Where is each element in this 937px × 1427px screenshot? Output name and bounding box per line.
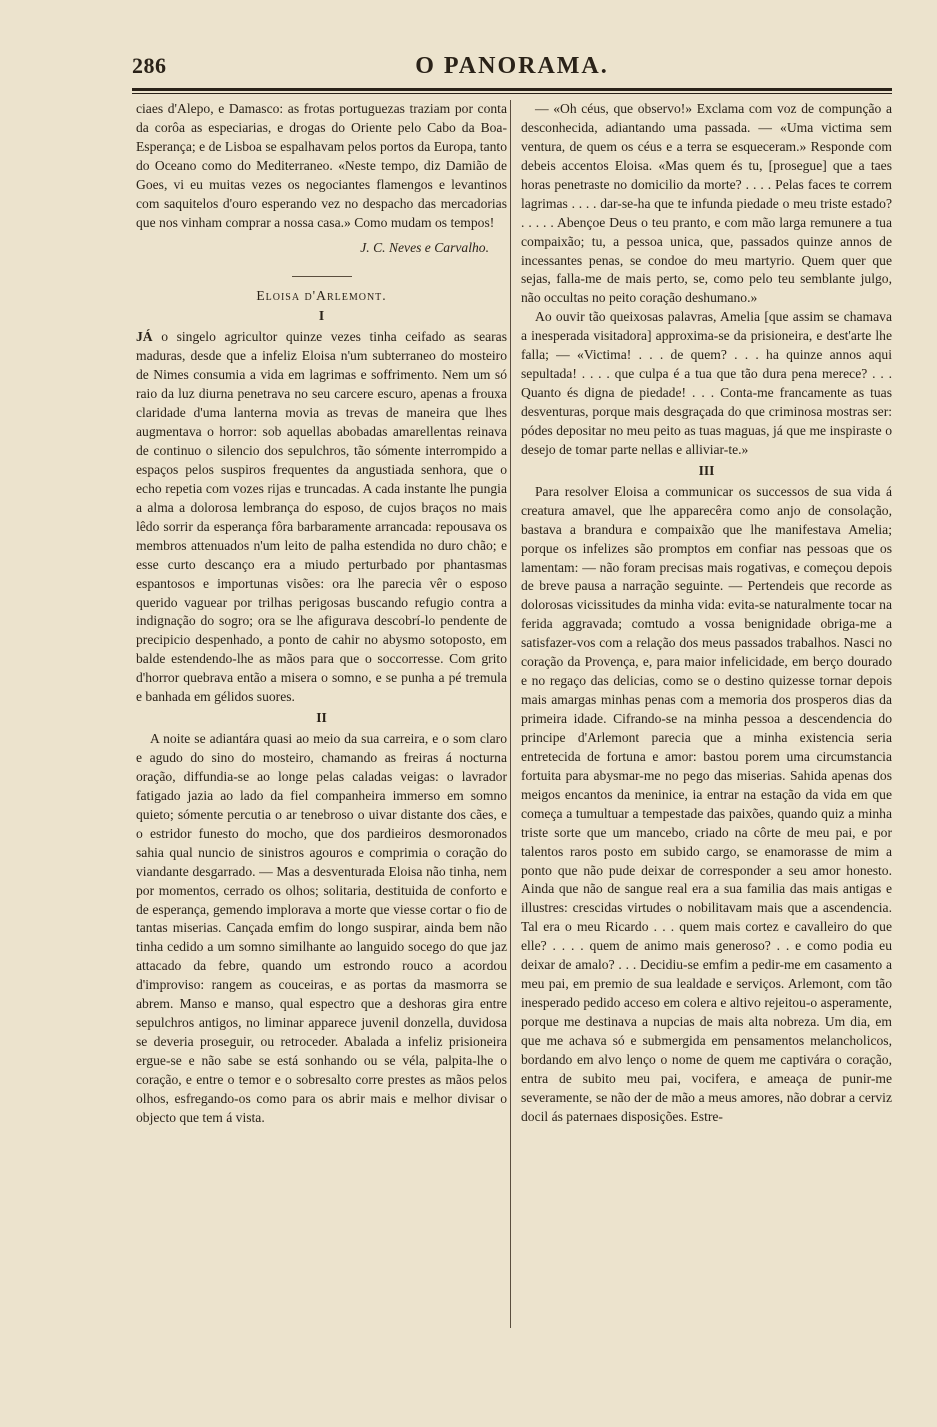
section-1-text: o singelo agricultor quinze vezes tinha ceifado as searas maduras, desde que a infeliz Eloisa n'um subterraneo do mosteiro de Nimes consumia a vida em lagrimas e soffrimento. Nem um só raio da luz diurna penetrava no seu carcere escuro, apenas a frouxa claridade d'uma lanterna movia as trevas de maneira que lhes augmentava o horror: sob aquellas abobadas amarellentas reinava de continuo o silencio dos sepulchros, tão sómente interrompido a espaços pelos suspiros frequentes da angustiada senhora, que o echo repetia com vozes rijas e truncadas. A cada instante lhe pungia a alma a dolorosa lembrança do esposo, de cujos braços no mais lêdo sorrir da esperança fôra barbaramente arrancada: repousava os membros attenuados n'um leito de palha estendida no duro chão; e esse curto descanço era a miudo perturbado por phantasmas espantosos e importunas visões: ora lhe parecia vêr o esposo querido vaguear por trilhas perigosas buscando refugio contra a indignação do sogro; ora se lhe afigurava descobrí-lo pendente de precipicio despenhado, a ponto de cahir no abysmo sotoposto, em balde estendendo-lhe as mãos para que o soccorresse. Com grito d'horror quebrava então a misera o somno, e se punha a pé tremula e banhada em gélidos suores.: [136, 329, 507, 705]
column-divider: [510, 100, 511, 1328]
left-column: [136, 100, 507, 1128]
header-rule-thick: [132, 88, 892, 91]
journal-title: O PANORAMA.: [415, 53, 609, 79]
section-1-dropcap: JÁ: [136, 329, 153, 345]
header-rule-thin: [132, 93, 892, 94]
section-2-paragraph: A noite se adiantára quasi ao meio da sua carreira, e o som claro e agudo do sino do mosteiro, chamando as freiras á nocturna oração, diffundia-se ao longe pelas caladas veigas: o lavrador fatigado jazia ao lado da fiel companheira immerso em somno quieto; sómente percutia o ar tenebroso o uivar distante dos cães, e o estridor funesto do mocho, que dos pardieiros desmoronados sahia qual nuncio de sinistros agouros e comprimia o coração do viandante desgarrado. — Mas a desventurada Eloisa não tinha, nem por momentos, cerrado os olhos; solitaria, destituida de conforto e de esperança, gemendo implorava a morte que viesse cortar o fio de tantas miserias. Cançada emfim do longo suspirar, ainda bem não tinha cedido a um somno similhante ao languido socego do que jaz attacado da febre, quando um estrondo rouco a acordou d'improviso: rangem as couceiras, e as portas da masmorra se abrem. Manso e manso, qual espectro que a deshoras gira entre sepulchros antigos, no liminar apparece juvenil donzella, duvidosa se deveria proseguir, ou retroceder. Abalada a infeliz prisioneira ergue-se e não sabe se está sonhando ou se véla, palpita-lhe o coração, e entre o temor e o sobresalto corre prestes as mãos pelos olhos, esfregando-os como para os abrir mais e melhor divisar o objecto que tem á vista.: [136, 731, 507, 1125]
right-column: [521, 100, 892, 1127]
right-paragraph-2: Ao ouvir tão queixosas palavras, Amelia [que assim se chamava a inesperada visitadora] approxima-se da prisioneira, e dest'arte lhe falla; — «Victima! . . . de quem? . . . ha quinze annos aqui sepultada! . . . . que culpa é a tua que tão dura pena merece? . . . Quanto és digna de piedade! . . . Conta-me francamente as tuas desventuras, porque mais desgraçada do que criminosa mostras ser: pódes depositar no meu peito as tuas maguas, já que me inspiraste o desejo de tomar parte nellas e alliviar-te.»: [521, 309, 892, 457]
page-number: 286: [132, 53, 167, 78]
article-title: Eloisa d'Arlemont.: [256, 287, 387, 303]
author-signature: J. C. Neves e Carvalho.: [360, 239, 489, 255]
right-paragraph-1: — «Oh céus, que observo!» Exclama com voz de compunção a desconhecida, adiantando uma passada. — «Uma victima sem ventura, de quem os céus e a terra se esqueceram.» Responde com debeis accentos Eloisa. «Mas quem és tu, [prosegue] que a taes horas penetraste no domicilio da morte? . . . . Pelas faces te correm lagrimas . . . . dar-se-ha que te infunda piedade o meu triste estado? . . . . . Abençoe Deus o teu pranto, e com mão larga remunere a tua compaixão; tu, a pessoa unica, que, passados quinze annos de incessantes penas, se condoe do meu martyrio. Quem quer que sejas, falla-me de mais perto, se, como pelo teu semblante julgo, não occultas no peito coração deshumano.»: [521, 101, 892, 306]
intro-paragraph: ciaes d'Alepo, e Damasco: as frotas portuguezas traziam por conta da corôa as especiarias, e drogas do Oriente pelo Cabo da Boa-Esperança; e de Lisboa se espalhavam pelos portos da Europa, tanto do Oceano como do Mediterraneo. «Neste tempo, diz Damião de Goes, vi eu muitas vezes os negociantes flamengos e levantinos com saquitelos d'ouro esperando vez no despacho das mercadorias que nos vinham comprar a nossa casa.» Como mudam os tempos!: [136, 101, 507, 230]
page-header: [132, 53, 892, 83]
section-heading-1: I: [318, 308, 325, 324]
section-heading-2: II: [316, 710, 327, 726]
article-separator: [292, 276, 352, 277]
section-heading-3: III: [698, 462, 715, 478]
section-1-paragraph: [136, 328, 507, 707]
section-3-paragraph: Para resolver Eloisa a communicar os successos de sua vida á creatura amavel, que lhe apparecêra como anjo de consolação, bastava a brandura e compaixão que lhe manifestava Amelia; porque os infelizes são promptos em confiar nas pessoas que os lamentam: — não foram precisas mais rogativas, e começou depois de breve pausa a narração seguinte. — Pertendeis que recorde as dolorosas vicissitudes da minha vida: evita-se naturalmente tocar na ferida aggravada; comtudo a vossa benignidade obriga-me a satisfazer-vos com a relação dos meus passados trabalhos. Nasci no coração da Provença, e, para maior infelicidade, em berço dourado e no regaço das delicias, como se o destino quizesse tornar depois mais amargas minhas penas com a memoria dos prosperos dias da primeira idade. Cifrando-se na minha pessoa a descendencia do principe d'Arlemont parecia que a minha existencia seria entretecida de fortuna e amor: bastou porem uma circumstancia fortuita para abysmar-me no pego das miserias. Sahida apenas dos meigos encantos da meninice, ia entrar na estação da vida em que começa a tumultuar a tempestade das paixões, quando quiz a minha triste sorte que um mancebo, criado na côrte de meu pai, e por talentos raros posto em subido cargo, se enamorasse de mim a ponto que não pude deixar de corresponder a seu amor honesto. Ainda que não de sangue real era a sua familia das mais antigas e illustres: crescidas virtudes o nobilitavam mais que a ascendencia. Tal era o meu Ricardo . . . quem mais cortez e cavalleiro do que elle? . . . . quem de animo mais generoso? . . e como podia eu deixar de amalo? . . . Decidiu-se emfim a pedir-me em casamento a meu pai, em premio de sua lealdade e serviços. Arlemont, com tão inesperado pedido acceso em colera e altivo rejeitou-o asperamente, porque me destinava a nupcias de mais alta nobreza. Um dia, em que me achava só e submergida em pensamentos melancholicos, bordando em alvo lenço o nome de quem me captivára o coração, entra de subito meu pai, vocifera, e ameaça de punir-me severamente, se não der de mão a meus amores, não dobrar a cerviz docil ás paternaes disposições. Estre-: [521, 483, 892, 1124]
